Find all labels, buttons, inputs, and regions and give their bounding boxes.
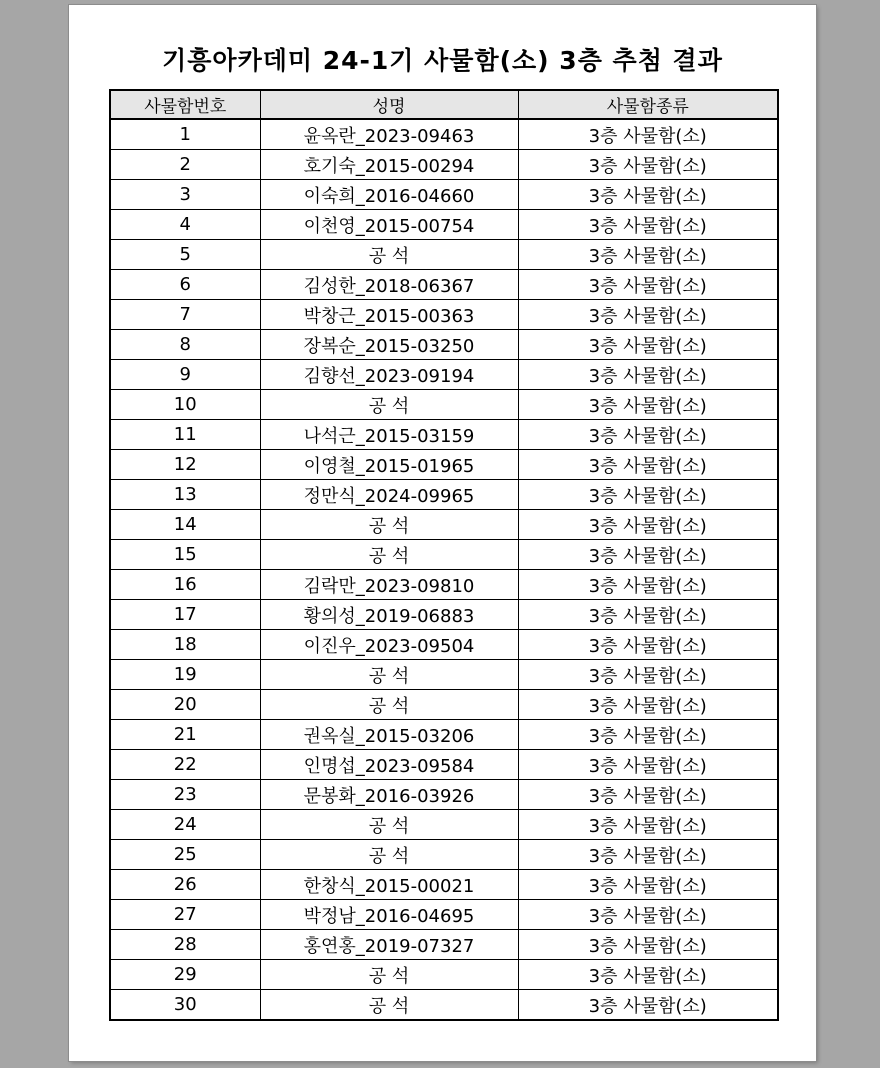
- cell-locker-type: 3층 사물함(소): [518, 300, 778, 330]
- cell-locker-number: 21: [110, 720, 260, 750]
- cell-locker-number: 15: [110, 540, 260, 570]
- cell-locker-number: 9: [110, 360, 260, 390]
- cell-locker-number: 27: [110, 900, 260, 930]
- table-row: [110, 780, 778, 810]
- cell-locker-type: 3층 사물함(소): [518, 450, 778, 480]
- cell-name: 이진우_2023-09504: [260, 630, 518, 660]
- table-row: [110, 210, 778, 240]
- table-row: [110, 720, 778, 750]
- table-row: [110, 990, 778, 1021]
- table-row: [110, 450, 778, 480]
- cell-locker-number: 3: [110, 180, 260, 210]
- table-row: [110, 119, 778, 150]
- column-header-locker-type: 사물함종류: [518, 90, 778, 119]
- cell-name: 홍연홍_2019-07327: [260, 930, 518, 960]
- document-page: [69, 5, 816, 1061]
- cell-locker-number: 16: [110, 570, 260, 600]
- cell-name: 이천영_2015-00754: [260, 210, 518, 240]
- cell-name: 이숙희_2016-04660: [260, 180, 518, 210]
- table-row: [110, 660, 778, 690]
- cell-locker-number: 6: [110, 270, 260, 300]
- cell-locker-number: 30: [110, 990, 260, 1021]
- table-row: [110, 180, 778, 210]
- table-row: [110, 330, 778, 360]
- cell-locker-number: 23: [110, 780, 260, 810]
- table-row: [110, 300, 778, 330]
- table-row: [110, 870, 778, 900]
- cell-name: 권옥실_2015-03206: [260, 720, 518, 750]
- cell-locker-number: 20: [110, 690, 260, 720]
- cell-locker-type: 3층 사물함(소): [518, 510, 778, 540]
- cell-locker-number: 29: [110, 960, 260, 990]
- cell-name: 김향선_2023-09194: [260, 360, 518, 390]
- cell-locker-type: 3층 사물함(소): [518, 600, 778, 630]
- cell-name: 공 석: [260, 840, 518, 870]
- cell-name: 공 석: [260, 510, 518, 540]
- cell-locker-type: 3층 사물함(소): [518, 780, 778, 810]
- cell-name: 공 석: [260, 540, 518, 570]
- cell-name: 박창근_2015-00363: [260, 300, 518, 330]
- table-row: [110, 540, 778, 570]
- cell-locker-type: 3층 사물함(소): [518, 210, 778, 240]
- cell-locker-type: 3층 사물함(소): [518, 360, 778, 390]
- cell-locker-number: 1: [110, 119, 260, 150]
- table-row: [110, 480, 778, 510]
- cell-name: 김락만_2023-09810: [260, 570, 518, 600]
- table-row: [110, 270, 778, 300]
- cell-name: 공 석: [260, 390, 518, 420]
- cell-name: 호기숙_2015-00294: [260, 150, 518, 180]
- cell-locker-type: 3층 사물함(소): [518, 960, 778, 990]
- cell-locker-number: 13: [110, 480, 260, 510]
- cell-name: 공 석: [260, 960, 518, 990]
- column-header-name: 성명: [260, 90, 518, 119]
- cell-locker-type: 3층 사물함(소): [518, 420, 778, 450]
- table-row: [110, 750, 778, 780]
- cell-name: 장복순_2015-03250: [260, 330, 518, 360]
- header-row: [110, 90, 778, 119]
- table-row: [110, 690, 778, 720]
- cell-name: 공 석: [260, 810, 518, 840]
- table-row: [110, 810, 778, 840]
- cell-locker-number: 26: [110, 870, 260, 900]
- cell-locker-number: 8: [110, 330, 260, 360]
- table-row: [110, 600, 778, 630]
- cell-name: 공 석: [260, 660, 518, 690]
- cell-locker-type: 3층 사물함(소): [518, 150, 778, 180]
- page-title: 기흥아카데미 24-1기 사물함(소) 3층 추첨 결과: [162, 46, 723, 75]
- cell-locker-number: 19: [110, 660, 260, 690]
- cell-locker-number: 4: [110, 210, 260, 240]
- cell-locker-type: 3층 사물함(소): [518, 570, 778, 600]
- column-header-locker-number: 사물함번호: [110, 90, 260, 119]
- cell-locker-type: 3층 사물함(소): [518, 390, 778, 420]
- cell-locker-type: 3층 사물함(소): [518, 630, 778, 660]
- cell-name: 공 석: [260, 990, 518, 1021]
- cell-locker-number: 5: [110, 240, 260, 270]
- cell-locker-type: 3층 사물함(소): [518, 480, 778, 510]
- table-row: [110, 900, 778, 930]
- cell-name: 박정남_2016-04695: [260, 900, 518, 930]
- cell-locker-type: 3층 사물함(소): [518, 900, 778, 930]
- table-row: [110, 150, 778, 180]
- cell-locker-number: 22: [110, 750, 260, 780]
- cell-locker-type: 3층 사물함(소): [518, 660, 778, 690]
- cell-locker-number: 10: [110, 390, 260, 420]
- cell-name: 인명섭_2023-09584: [260, 750, 518, 780]
- cell-locker-type: 3층 사물함(소): [518, 930, 778, 960]
- cell-locker-number: 25: [110, 840, 260, 870]
- cell-locker-type: 3층 사물함(소): [518, 750, 778, 780]
- cell-locker-number: 17: [110, 600, 260, 630]
- cell-locker-type: 3층 사물함(소): [518, 240, 778, 270]
- cell-locker-type: 3층 사물함(소): [518, 720, 778, 750]
- locker-table: [109, 89, 779, 1021]
- cell-locker-type: 3층 사물함(소): [518, 330, 778, 360]
- table-row: [110, 630, 778, 660]
- table-row: [110, 390, 778, 420]
- cell-locker-type: 3층 사물함(소): [518, 810, 778, 840]
- cell-name: 문봉화_2016-03926: [260, 780, 518, 810]
- cell-locker-number: 18: [110, 630, 260, 660]
- cell-name: 이영철_2015-01965: [260, 450, 518, 480]
- cell-name: 정만식_2024-09965: [260, 480, 518, 510]
- cell-locker-type: 3층 사물함(소): [518, 990, 778, 1021]
- cell-locker-type: 3층 사물함(소): [518, 540, 778, 570]
- cell-name: 황의성_2019-06883: [260, 600, 518, 630]
- cell-locker-number: 11: [110, 420, 260, 450]
- cell-locker-number: 24: [110, 810, 260, 840]
- cell-locker-number: 12: [110, 450, 260, 480]
- cell-locker-number: 14: [110, 510, 260, 540]
- cell-locker-type: 3층 사물함(소): [518, 180, 778, 210]
- table-row: [110, 930, 778, 960]
- cell-name: 나석근_2015-03159: [260, 420, 518, 450]
- cell-name: 공 석: [260, 240, 518, 270]
- cell-locker-number: 2: [110, 150, 260, 180]
- cell-locker-type: 3층 사물함(소): [518, 270, 778, 300]
- table-row: [110, 240, 778, 270]
- table-row: [110, 510, 778, 540]
- cell-locker-number: 7: [110, 300, 260, 330]
- cell-name: 한창식_2015-00021: [260, 870, 518, 900]
- table-row: [110, 570, 778, 600]
- cell-locker-type: 3층 사물함(소): [518, 870, 778, 900]
- table-row: [110, 420, 778, 450]
- cell-name: 공 석: [260, 690, 518, 720]
- cell-name: 김성한_2018-06367: [260, 270, 518, 300]
- cell-name: 윤옥란_2023-09463: [260, 119, 518, 150]
- cell-locker-type: 3층 사물함(소): [518, 690, 778, 720]
- cell-locker-number: 28: [110, 930, 260, 960]
- table-row: [110, 840, 778, 870]
- table-row: [110, 960, 778, 990]
- cell-locker-type: 3층 사물함(소): [518, 119, 778, 150]
- table-row: [110, 360, 778, 390]
- cell-locker-type: 3층 사물함(소): [518, 840, 778, 870]
